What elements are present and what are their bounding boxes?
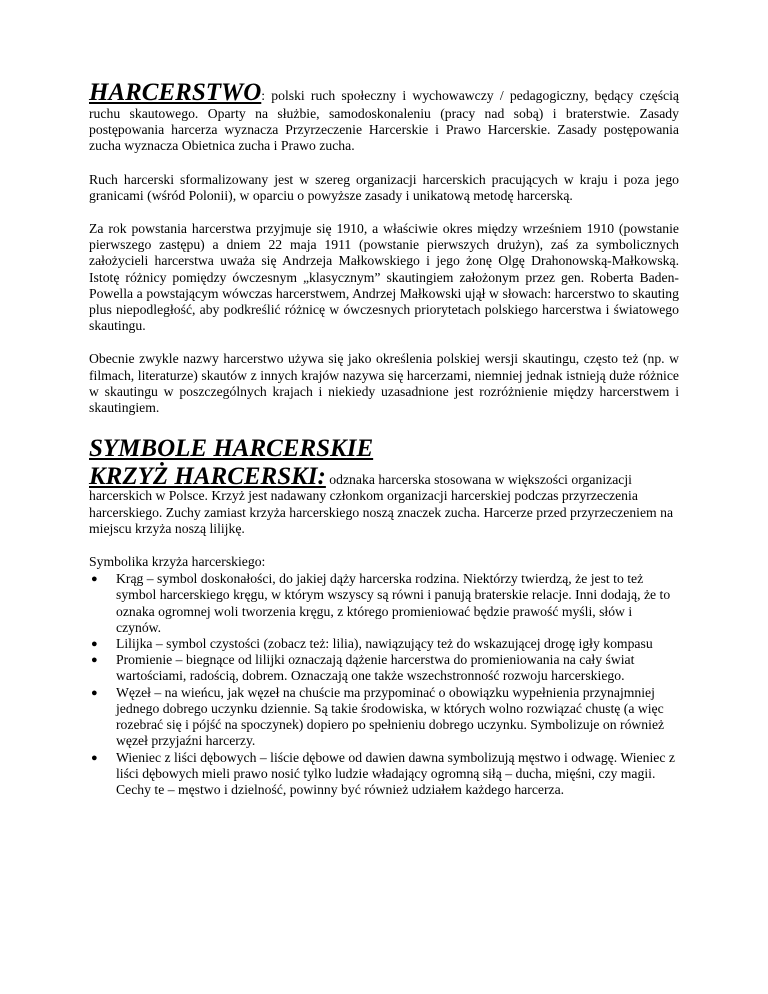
list-item bbox=[91, 749, 679, 799]
list-item bbox=[91, 636, 679, 652]
list-item bbox=[91, 571, 679, 636]
symbolika-title: Symbolika krzyża harcerskiego: bbox=[89, 554, 266, 570]
krzyz-text: odznaka harcerska stosowana w większości organizacji harcerskich w Polsce. Krzyż jest nadawany członkom organizacji harcerskiej podczas przyrzeczenia harcerskiego. Zuchy zamiast krzyża harcerskiego noszą znaczek zucha. Harcerze przed przyrzeczeniem na miejscu krzyża noszą lilijkę. bbox=[89, 472, 674, 536]
intro-text: : polski ruch społeczny i wychowawczy / pedagogiczny, będący częścią ruchu skautowego. Oparty na służbie, samodoskonaleniu (pracy nad sobą) i braterstwie. Zasady postępowania harcerza wyznacza Przyrzeczenie Harcerskie i Prawo Harcerskie. Zasady postępowania zucha wyznacza Obietnica zucha i Prawo zucha. bbox=[89, 88, 679, 154]
paragraph-history: Za rok powstania harcerstwa przyjmuje się 1910, a właściwie okres między wrześniem 1910 (powstanie pierwszego zastępu) a dniem 22 maja 1911 (powstanie pierwszych drużyn), zaś za symbolicznych założycieli harcerstwa uważa się Andrzeja Małkowskiego i jego żonę Olgę Drahonowską-Małkowską. Istotę różnicy pomiędzy ówczesnym „klasycznym” skautingiem założonym przez gen. Roberta Baden-Powella a powstającym wówczas harcerstwem, Andrzej Małkowski ujął w słowach: harcerstwo to skauting plus niepodległość, aby podkreślić różnicę w ówczesnych priorytetach polskiego harcerstwa i światowego skautingu. bbox=[89, 221, 679, 334]
list-item-text: Krąg – symbol doskonałości, do jakiej dąży harcerska rodzina. Niektórzy twierdzą, że jest to też symbol harcerskiego kręgu, w którym wszyscy są równi i panują braterskie relacje. Inni dodają, że to oznaka ogromnej woli tworzenia kręgu, z którego promieniować będzie prawość myśli, słów i czynów. bbox=[116, 571, 671, 635]
list-item-text: Wieniec z liści dębowych – liście dębowe od dawien dawna symbolizują męstwo i odwagę. Wieniec z liści dębowych mieli prawo nosić tylko ludzie władający ogromną siłą – ducha, mięśni, czy magii. Cechy te – męstwo i dzielność, powinny być również udziałem każdego harcerza. bbox=[116, 749, 675, 797]
list-item bbox=[91, 652, 679, 684]
bullet-icon: ● bbox=[91, 573, 98, 586]
document-page bbox=[89, 80, 679, 798]
heading-harcerstwo: HARCERSTWO bbox=[89, 79, 262, 106]
krzyz-paragraph bbox=[89, 463, 679, 537]
list-item bbox=[91, 684, 679, 750]
bullet-icon: ● bbox=[91, 686, 98, 699]
section-title-symbole: SYMBOLE HARCERSKIE bbox=[89, 435, 374, 463]
paragraph-organizations: Ruch harcerski sformalizowany jest w szereg organizacji harcerskich pracujących w kraju i poza jego granicami (wśród Polonii), w oparciu o powyższe zasady i unikatową metodę harcerską. bbox=[89, 171, 679, 203]
list-item-text: Promienie – biegnące od lilijki oznaczają dążenie harcerstwa do promieniowania na cały świat wartościami, radością, dobrem. Oznaczają one także wszechstronność rozwoju harcerskiego. bbox=[116, 652, 635, 684]
list-item-text: Lilijka – symbol czystości (zobacz też: lilia), nawiązujący też do wskazującej drogę igły kompasu bbox=[116, 636, 653, 652]
heading-krzyz-harcerski: KRZYŻ HARCERSKI: bbox=[89, 463, 326, 491]
intro-paragraph bbox=[89, 80, 679, 155]
bullet-icon: ● bbox=[91, 654, 98, 667]
list-item-text: Węzeł – na wieńcu, jak węzeł na chuście ma przypominać o obowiązku wypełnienia przynajmniej jednego dobrego uczynku dziennie. Są takie środowiska, w których wolno rozwiązać chustę (a więc rozebrać się i pójść na spoczynek) dopiero po spełnieniu dobrego uczynku. Symbolizuje on również węzeł przyjaźni harcerzy. bbox=[116, 684, 665, 749]
bullet-icon: ● bbox=[91, 638, 98, 651]
bullet-icon: ● bbox=[91, 751, 98, 764]
symbolika-list bbox=[89, 571, 679, 798]
paragraph-naming: Obecnie zwykle nazwy harcerstwo używa się jako określenia polskiej wersji skautingu, często też (np. w filmach, literaturze) skautów z innych krajów nazywa się harcerzami, niemniej jednak istnieją duże różnice w skautingu w poszczególnych krajach i niekiedy uzasadnione jest rozróżnienie między harcerstwem i skautingiem. bbox=[89, 351, 679, 416]
